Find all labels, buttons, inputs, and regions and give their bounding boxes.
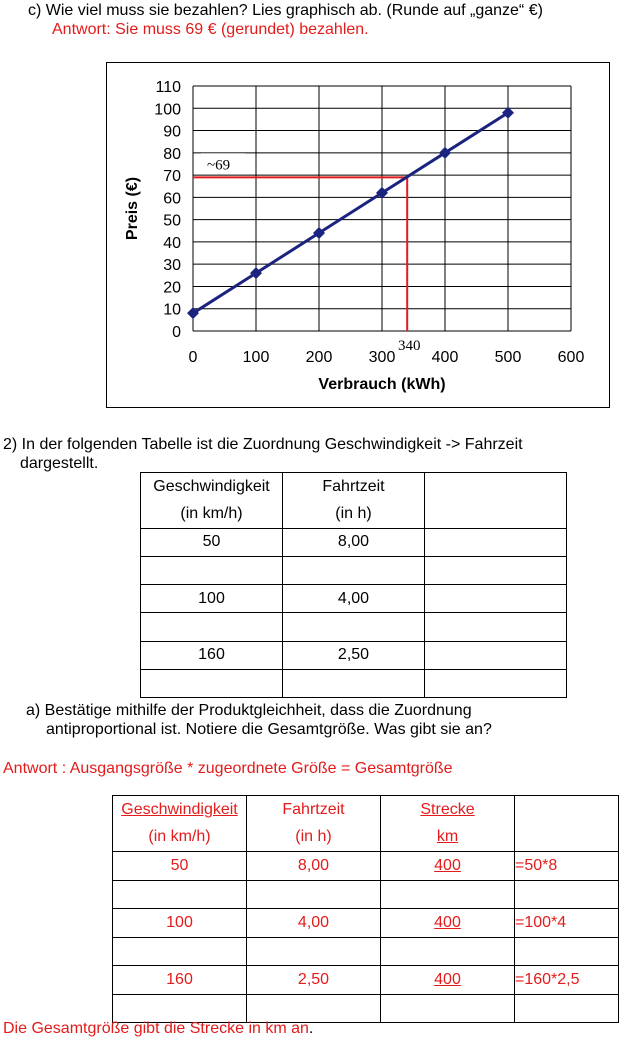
table-row — [141, 585, 567, 613]
chart-frame — [106, 62, 610, 408]
table-cell: 50 — [141, 528, 283, 556]
series-line — [193, 113, 508, 313]
y-tick-label: 10 — [163, 301, 181, 319]
header-cell: (in km/h) — [141, 500, 283, 528]
table-cell — [515, 994, 619, 1023]
table-row — [141, 528, 567, 556]
sub-a-line1: a) Bestätige mithilfe der Produktgleichheit, dass die Zuordnung — [26, 702, 472, 719]
table-cell — [247, 880, 381, 909]
header-cell: km — [381, 824, 515, 852]
table-cell: 8,00 — [247, 852, 381, 881]
y-tick-label: 20 — [163, 279, 181, 297]
table-cell — [141, 670, 283, 698]
table-cell — [283, 613, 425, 641]
x-tick-label: 400 — [431, 349, 459, 366]
conclusion-period: . — [308, 1020, 314, 1037]
task2-intro-line1: 2) In der folgenden Tabelle ist die Zuordnung Geschwindigkeit -> Fahrzeit — [3, 436, 523, 453]
answer-c: Antwort: Sie muss 69 € (gerundet) bezahlen. — [52, 21, 369, 38]
table-cell — [425, 670, 567, 698]
table-cell — [515, 937, 619, 966]
x-tick-label: 200 — [305, 349, 333, 366]
header-cell: (in h) — [283, 500, 425, 528]
table-cell: 4,00 — [247, 909, 381, 938]
table-row — [113, 966, 619, 995]
annotation-label-consumption: 340 — [397, 338, 421, 354]
y-tick-label: 70 — [163, 168, 181, 186]
table-row — [113, 880, 619, 909]
table-cell — [381, 994, 515, 1023]
y-tick-label: 0 — [172, 324, 181, 341]
header-cell: Fahrtzeit — [283, 473, 425, 501]
table-cell — [515, 880, 619, 909]
table-cell — [113, 880, 247, 909]
table-header-row — [141, 473, 567, 501]
table-row — [141, 670, 567, 698]
x-tick-label: 500 — [494, 349, 522, 366]
table-row — [113, 937, 619, 966]
table-cell — [425, 585, 567, 613]
y-tick-label: 60 — [163, 190, 181, 208]
table-cell: 100 — [113, 909, 247, 938]
table-cell: 160 — [141, 641, 283, 669]
y-tick-label: 110 — [155, 79, 181, 96]
y-tick-label: 50 — [163, 212, 181, 230]
table-cell: 100 — [141, 585, 283, 613]
table-cell: =100*4 — [515, 909, 619, 938]
y-axis-label: Preis (€) — [124, 176, 141, 241]
header-cell — [515, 824, 619, 852]
table-cell: 8,00 — [283, 528, 425, 556]
table-cell: 2,50 — [247, 966, 381, 995]
table-cell — [113, 994, 247, 1023]
table-cell — [425, 613, 567, 641]
table-cell — [141, 556, 283, 584]
table-row — [113, 909, 619, 938]
table-row — [141, 613, 567, 641]
price-chart — [107, 63, 611, 409]
table-header-row — [141, 500, 567, 528]
conclusion-text: Die Gesamtgröße gibt die Strecke in km an — [3, 1020, 309, 1037]
y-tick-label: 100 — [154, 101, 181, 119]
table-header-row — [113, 796, 619, 824]
header-cell: (in h) — [247, 824, 381, 852]
question-c: c) Wie viel muss sie bezahlen? Lies graphisch ab. (Runde auf „ganze“ €) — [28, 2, 543, 19]
table-cell — [425, 641, 567, 669]
header-cell — [425, 473, 567, 501]
answer-table — [112, 795, 619, 1023]
table-cell: 2,50 — [283, 641, 425, 669]
answer-formula-line: Antwort : Ausgangsgröße * zugeordnete Größe = Gesamtgröße — [3, 760, 453, 777]
table-header-row — [113, 824, 619, 852]
table-cell — [381, 937, 515, 966]
table-row — [141, 641, 567, 669]
y-tick-label: 40 — [163, 234, 181, 252]
y-tick-label: 90 — [163, 123, 181, 141]
table-cell: 400 — [381, 909, 515, 938]
table-cell — [113, 937, 247, 966]
table-cell: 400 — [381, 966, 515, 995]
task2-intro-line2: dargestellt. — [20, 455, 99, 472]
table-cell — [283, 670, 425, 698]
table-cell — [141, 613, 283, 641]
x-tick-label: 600 — [557, 349, 585, 366]
table-cell: =160*2,5 — [515, 966, 619, 995]
table-cell — [247, 937, 381, 966]
y-tick-label: 30 — [163, 257, 181, 275]
table-row — [113, 994, 619, 1023]
speed-time-table — [140, 472, 567, 698]
header-cell: Geschwindigkeit — [141, 473, 283, 501]
table-cell — [425, 556, 567, 584]
table-cell — [425, 528, 567, 556]
annotation-label-price: ~69 — [207, 157, 231, 174]
x-axis-label: Verbrauch (kWh) — [318, 376, 446, 393]
x-tick-label: 100 — [242, 349, 270, 366]
table-row — [141, 556, 567, 584]
x-tick-label: 0 — [188, 349, 198, 366]
header-cell: Strecke — [381, 796, 515, 824]
table-row — [113, 852, 619, 881]
table-cell — [381, 880, 515, 909]
table-cell — [283, 556, 425, 584]
header-cell: Geschwindigkeit — [113, 796, 247, 824]
y-tick-label: 80 — [163, 145, 181, 163]
header-cell: Fahrtzeit — [247, 796, 381, 824]
header-cell: (in km/h) — [113, 824, 247, 852]
sub-a-line2: antiproportional ist. Notiere die Gesamtgröße. Was gibt sie an? — [46, 721, 492, 738]
header-cell — [515, 796, 619, 824]
table-cell: 160 — [113, 966, 247, 995]
table-cell: 50 — [113, 852, 247, 881]
conclusion — [3, 1020, 313, 1038]
table-cell — [247, 994, 381, 1023]
header-cell — [425, 500, 567, 528]
table-cell: 4,00 — [283, 585, 425, 613]
table-cell: 400 — [381, 852, 515, 881]
table-cell: =50*8 — [515, 852, 619, 881]
x-tick-label: 300 — [368, 349, 396, 366]
